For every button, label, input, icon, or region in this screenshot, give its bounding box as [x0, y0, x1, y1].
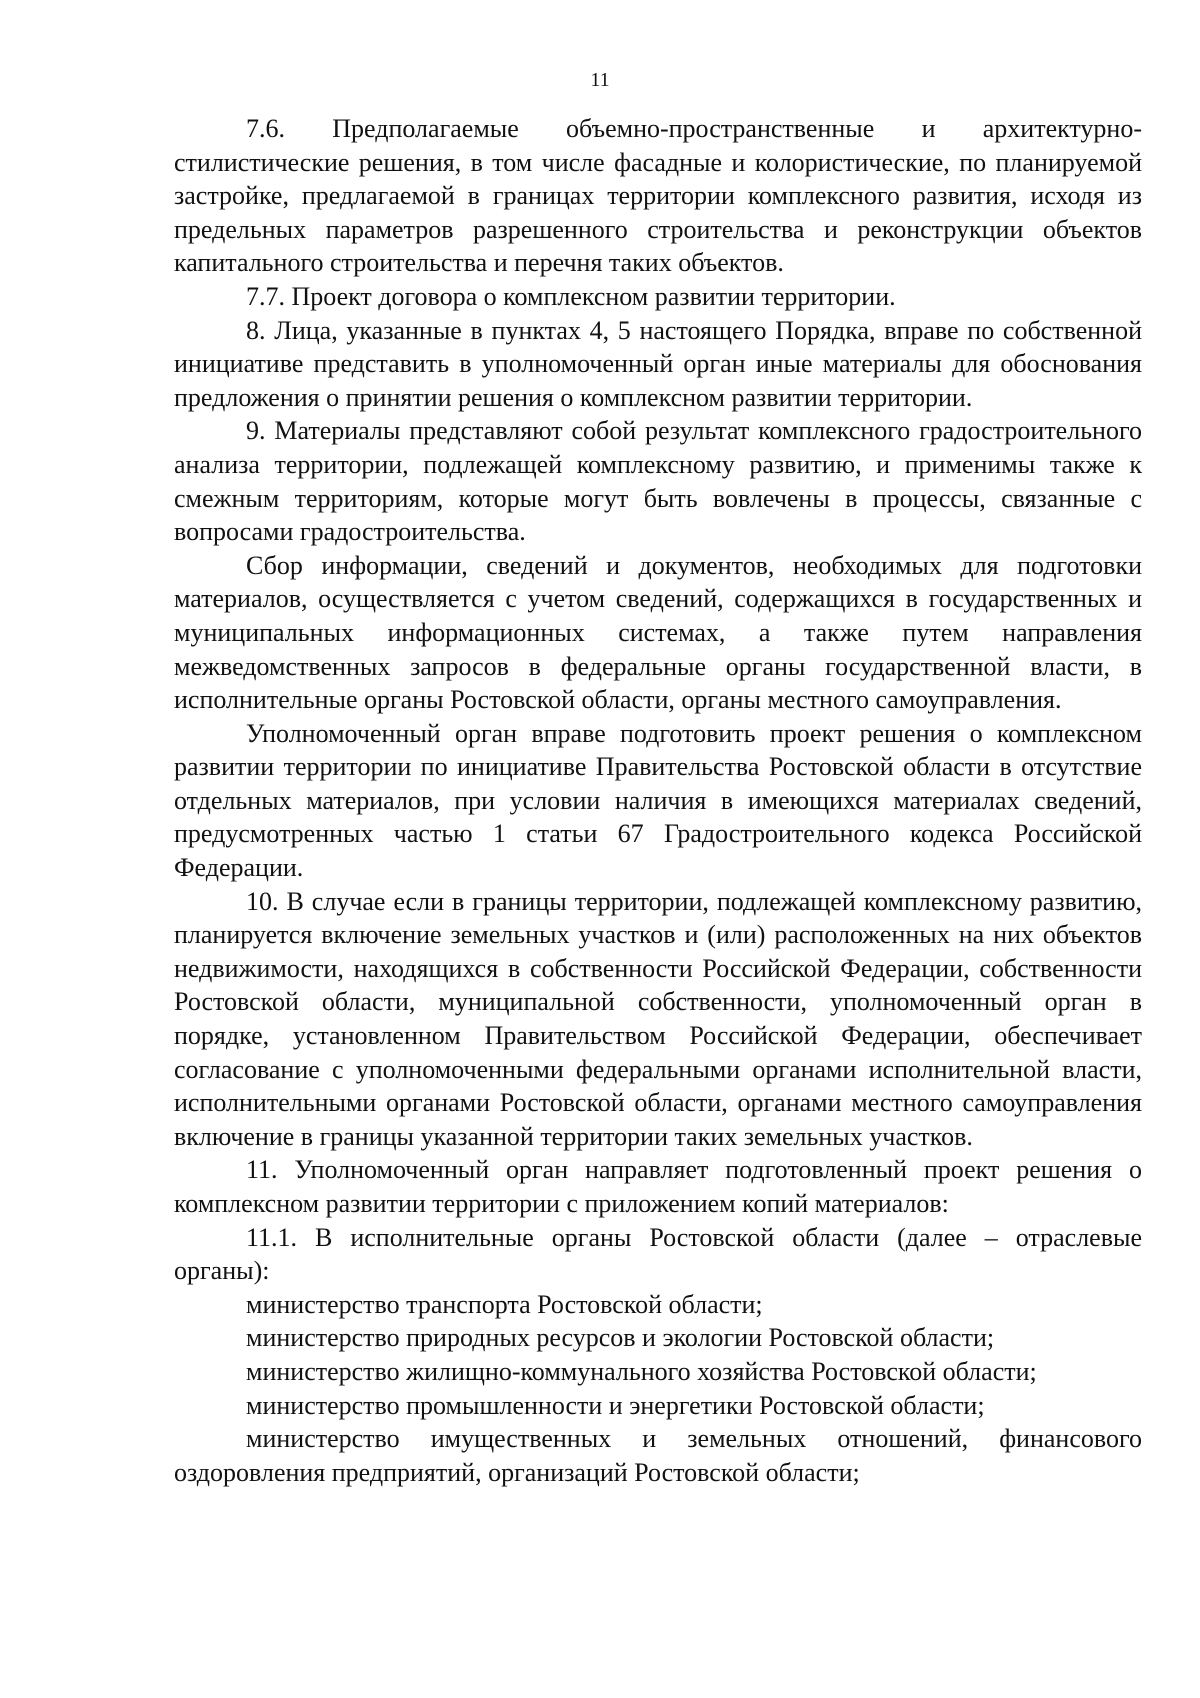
- paragraph-9-authorized-body: Уполномоченный орган вправе подготовить проект решения о комплексном развитии территории по инициативе Правительства Ростовской области в отсутствие отдельных материалов, при условии наличия в имеющихся материалах сведений, предусмотренных частью 1 статьи 67 Градостроительного кодекса Российской Федерации.: [174, 718, 1142, 883]
- paragraph-9: 9. Материалы представляют собой результат комплексного градостроительного анализа территории, подлежащей комплексному развитию, и применимы также к смежным территориям, которые могут быть вовлечены в процессы, связанные с вопросами градостроительства.: [174, 416, 1142, 547]
- list-item-ministry-industry: министерство промышленности и энергетики Ростовской области;: [246, 1390, 985, 1420]
- paragraph-7-7: 7.7. Проект договора о комплексном развитии территории.: [246, 281, 896, 311]
- paragraph-7-6: 7.6. Предполагаемые объемно-пространственные и архитектурно-стилистические решения, в том числе фасадные и колористические, по планируемой застройке, предлагаемой в границах территории комплексного развития, исходя из предельных параметров разрешенного строительства и реконструкции объектов капитального строительства и перечня таких объектов.: [174, 114, 1142, 278]
- list-item-ministry-transport: министерство транспорта Ростовской области;: [246, 1289, 763, 1319]
- paragraph-11-1: 11.1. В исполнительные органы Ростовской области (далее – отраслевые органы):: [174, 1222, 1142, 1286]
- paragraph-8: 8. Лица, указанные в пунктах 4, 5 настоящего Порядка, вправе по собственной инициативе представить в уполномоченный орган иные материалы для обоснования предложения о принятии решения о комплексном развитии территории.: [174, 315, 1142, 412]
- list-item-ministry-housing: министерство жилищно-коммунального хозяйства Ростовской области;: [246, 1356, 1037, 1386]
- document-body: [174, 112, 1142, 1489]
- list-item-ministry-natural-resources: министерство природных ресурсов и экологии Ростовской области;: [246, 1323, 995, 1353]
- paragraph-9-collection: Сбор информации, сведений и документов, необходимых для подготовки материалов, осуществляется с учетом сведений, содержащихся в государственных и муниципальных информационных системах, а также путем направления межведомственных запросов в федеральные органы государственной власти, в исполнительные органы Ростовской области, органы местного самоуправления.: [174, 550, 1142, 715]
- paragraph-10: 10. В случае если в границы территории, подлежащей комплексному развитию, планируется включение земельных участков и (или) расположенных на них объектов недвижимости, находящихся в собственности Российской Федерации, собственности Ростовской области, муниципальной собственности, уполномоченный орган в порядке, установленном Правительством Российской Федерации, обеспечивает согласование с уполномоченными федеральными органами исполнительной власти, исполнительными органами Ростовской области, органами местного самоуправления включение в границы указанной территории таких земельных участков.: [174, 886, 1142, 1151]
- page-number: 11: [590, 69, 610, 91]
- list-item-ministry-property: министерство имущественных и земельных отношений, финансового оздоровления предприятий, организаций Ростовской области;: [174, 1424, 1142, 1487]
- paragraph-11: 11. Уполномоченный орган направляет подготовленный проект решения о комплексном развитии территории с приложением копий материалов:: [174, 1155, 1142, 1218]
